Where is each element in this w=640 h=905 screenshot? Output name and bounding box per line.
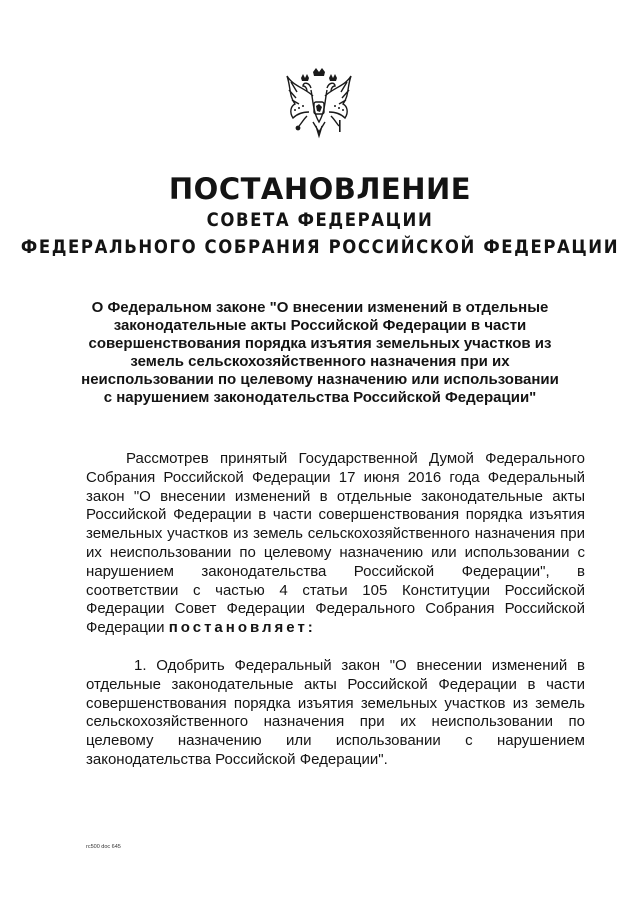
resolution-item-1-text: 1. Одобрить Федеральный закон "О внесении изменений в отдельные законодательные акты Российской Федерации в части совершенствования порядка изъятия земельных участков из земель сельскохозяйственного назначения при их неиспользовании по целевому назначению или использовании с нарушением законодательства Российской Федерации". [86, 657, 585, 768]
resolves-keyword: постановляет: [168, 619, 316, 637]
document-title: ПОСТАНОВЛЕНИЕ [168, 172, 472, 206]
issuer-line-2: ФЕДЕРАЛЬНОГО СОБРАНИЯ РОССИЙСКОЙ ФЕДЕРАЦИИ [20, 235, 620, 258]
preamble-paragraph [86, 450, 585, 638]
resolution-item-1 [86, 657, 585, 770]
law-title: О Федеральном законе "О внесении изменений в отдельные законодательные акты Российской Федерации в части совершенствования порядка изъятия земельных участков из земель сельскохозяйственного назначения при их неиспользовании по целевому назначению или использовании с нарушением законодательства Российской Федерации" [81, 299, 559, 406]
coat-of-arms-icon [283, 66, 355, 146]
preamble-text: Рассмотрев принятый Государственной Думой Федерального Собрания Российской Федерации 17 июня 2016 года Федеральный закон "О внесении изменений в отдельные законодательные акты Российской Федерации в части совершенствования порядка изъятия земельных участков из земель сельскохозяйственного назначения при их неиспользовании по целевому назначению или использовании с нарушением законодательства Российской Федерации", в соответствии с частью 4 статьи 105 Конституции Российской Федерации Совет Федерации Федерального Собрания Российской Федерации [86, 450, 585, 637]
issuer-line-1: СОВЕТА ФЕДЕРАЦИИ [206, 208, 434, 231]
footer-code: rc500 doc 645 [86, 844, 121, 850]
